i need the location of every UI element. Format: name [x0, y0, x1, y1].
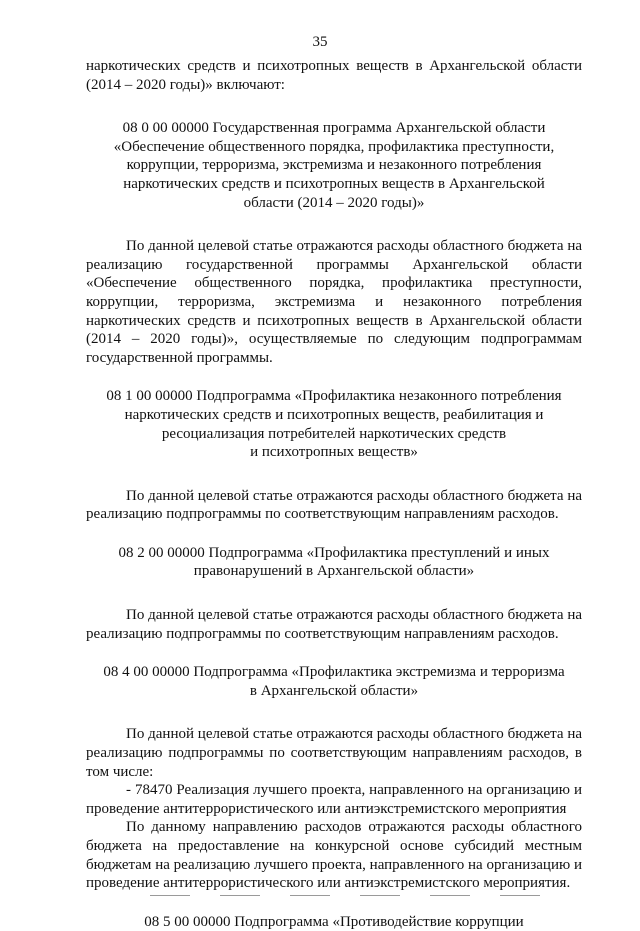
footer-dash [430, 895, 470, 896]
paragraph: По данной целевой статье отражаются расходы областного бюджета на реализацию подпрограммы по соответствующим направлениям расходов, в том числе: [86, 726, 582, 780]
page-footer-rule [0, 892, 640, 900]
spacer [86, 643, 582, 663]
section-heading [86, 913, 582, 931]
heading-line: коррупции, терроризма, экстремизма и незаконного потребления [126, 157, 542, 174]
heading-line: 08 2 00 00000 Подпрограмма «Профилактика преступлений и иных [118, 544, 550, 561]
paragraph: По данной целевой статье отражаются расходы областного бюджета на реализацию государственной программы Архангельской области «Обеспечение общественного порядка, профилактика преступности, коррупции, терроризма, экстремизма и незаконного потребления наркотических средств и психотропных веществ в Архангельской области (2014 – 2020 годы)», осуществляемые по следующим подпрограммам государственной программы. [86, 238, 582, 366]
section-heading [86, 387, 582, 461]
spacer [86, 524, 582, 544]
spacer [86, 462, 582, 487]
section-heading [86, 663, 582, 700]
footer-dash [150, 895, 190, 896]
heading-line: наркотических средств и психотропных веществ в Архангельской [123, 175, 545, 192]
footer-dash [500, 895, 540, 896]
footer-dash [220, 895, 260, 896]
spacer [86, 700, 582, 725]
heading-line: 08 1 00 00000 Подпрограмма «Профилактика незаконного потребления [106, 388, 562, 405]
heading-line: «Обеспечение общественного порядка, профилактика преступности, [113, 138, 555, 155]
heading-line: 08 0 00 00000 Государственная программа Архангельской области [122, 120, 546, 137]
paragraph: По данному направлению расходов отражаются расходы областного бюджета на предоставление на конкурсной основе субсидий местным бюджетам на реализацию лучшего проекта, направленного на организацию и проведение антитеррористического или антиэкстремистского мероприятия. [86, 819, 582, 892]
spacer [86, 94, 582, 119]
paragraph: По данной целевой статье отражаются расходы областного бюджета на реализацию подпрограммы по соответствующим направлениям расходов. [86, 487, 582, 523]
heading-line: ресоциализация потребителей наркотических средств [161, 425, 507, 442]
heading-line: наркотических средств и психотропных веществ, реабилитация и [124, 406, 544, 423]
paragraph: По данной целевой статье отражаются расходы областного бюджета на реализацию подпрограммы по соответствующим направлениям расходов. [86, 607, 582, 642]
spacer [86, 367, 582, 387]
section-heading [86, 119, 582, 212]
heading-line: 08 5 00 00000 Подпрограмма «Противодействие коррупции [144, 913, 524, 930]
spacer [86, 581, 582, 606]
page-number: 35 [312, 34, 328, 50]
footer-dash [290, 895, 330, 896]
paragraph: наркотических средств и психотропных веществ в Архангельской области (2014 – 2020 годы)» включают: [86, 58, 582, 93]
heading-line: в Архангельской области» [249, 682, 419, 699]
heading-line: и психотропных веществ» [250, 444, 418, 461]
footer-dash [360, 895, 400, 896]
spacer [86, 212, 582, 237]
heading-line: 08 4 00 00000 Подпрограмма «Профилактика экстремизма и терроризма [103, 664, 565, 681]
document-body [86, 57, 582, 931]
paragraph: - 78470 Реализация лучшего проекта, направленного на организацию и проведение антитеррористического или антиэкстремистского мероприятия [86, 782, 582, 817]
section-heading [86, 544, 582, 581]
heading-line: правонарушений в Архангельской области» [193, 563, 475, 580]
heading-line: области (2014 – 2020 годы)» [243, 194, 425, 211]
